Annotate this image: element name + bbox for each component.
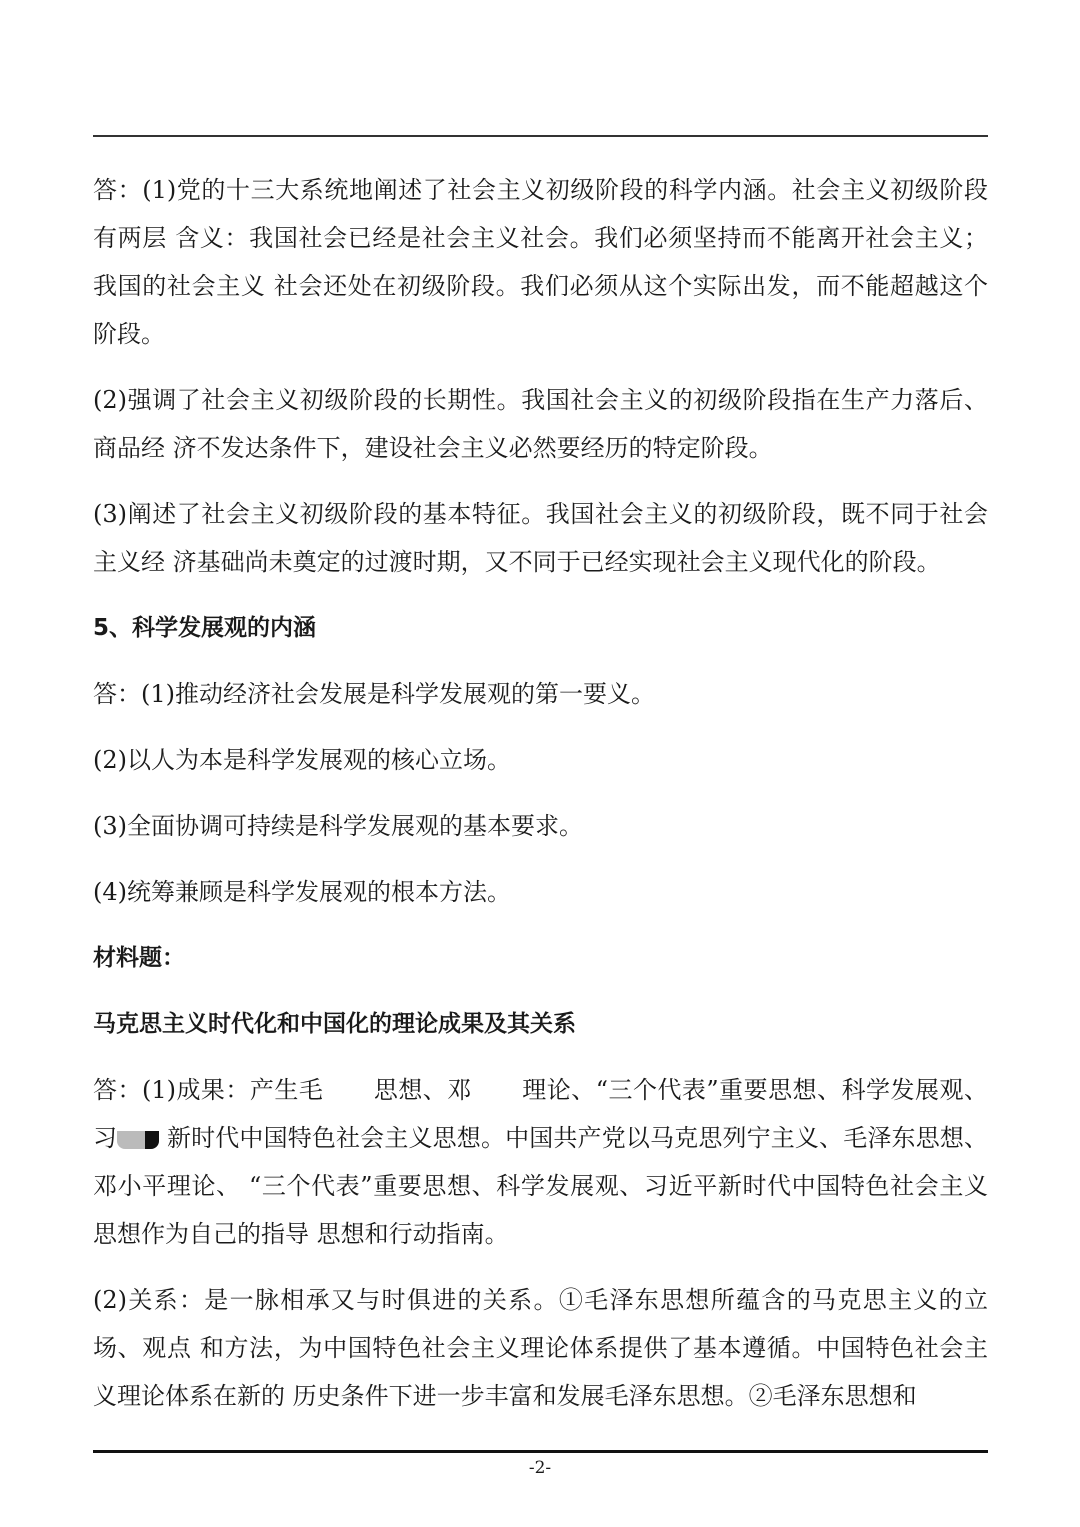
paragraph: (3)阐述了社会主义初级阶段的基本特征。我国社会主义的初级阶段，既不同于社会主义经 济基础尚未奠定的过渡时期，又不同于已经实现社会主义现代化的阶段。: [93, 500, 988, 576]
redaction-mark: [117, 1131, 159, 1149]
text-segment: 答：(1)成果：产生毛: [93, 1076, 324, 1104]
paragraph: (2)强调了社会主义初级阶段的长期性。我国社会主义的初级阶段指在生产力落后、商品经 济不发达条件下，建设社会主义必然要经历的特定阶段。: [93, 386, 988, 462]
paragraph: 答：(1)推动经济社会发展是科学发展观的第一要义。: [93, 680, 655, 708]
footer-rule: [93, 1450, 988, 1453]
paragraph: (4)统筹兼顾是科学发展观的根本方法。: [93, 878, 511, 906]
document-body: [93, 166, 988, 1420]
question-heading: 马克思主义时代化和中国化的理论成果及其关系: [93, 1011, 576, 1037]
section-heading: 材料题：: [93, 945, 185, 971]
paragraph: [93, 1066, 988, 1258]
paragraph: (2)关系：是一脉相承又与时俱进的关系。①毛泽东思想所蕴含的马克思主义的立场、观点 和方法，为中国特色社会主义理论体系提供了基本遵循。中国特色社会主义理论体系在新的 历史条件下进一步丰富和发展毛泽东思想。②毛泽东思想和: [93, 1286, 988, 1410]
page-number: -2-: [528, 1458, 552, 1478]
section-heading: 5、科学发展观的内涵: [93, 615, 317, 641]
header-rule: [93, 135, 988, 137]
text-segment: 思想、邓: [373, 1076, 472, 1104]
paragraph: (2)以人为本是科学发展观的核心立场。: [93, 746, 511, 774]
text-segment: 理论、“三个代表”重要思想、科学发展观、习: [93, 1076, 988, 1152]
text-segment: 新时代中国特色社会主义思想。中国共产党以马克思列宁主义、毛泽东思想、邓小平理论、 “三个代表”重要思想、科学发展观、习近平新时代中国特色社会主义思想作为自己的指导 思想和行动指南。: [93, 1124, 989, 1248]
paragraph: 答：(1)党的十三大系统地阐述了社会主义初级阶段的科学内涵。社会主义初级阶段有两层 含义：我国社会已经是社会主义社会。我们必须坚持而不能离开社会主义；我国的社会主义 社会还处在初级阶段。我们必须从这个实际出发，而不能超越这个阶段。: [93, 176, 988, 348]
paragraph: (3)全面协调可持续是科学发展观的基本要求。: [93, 812, 583, 840]
